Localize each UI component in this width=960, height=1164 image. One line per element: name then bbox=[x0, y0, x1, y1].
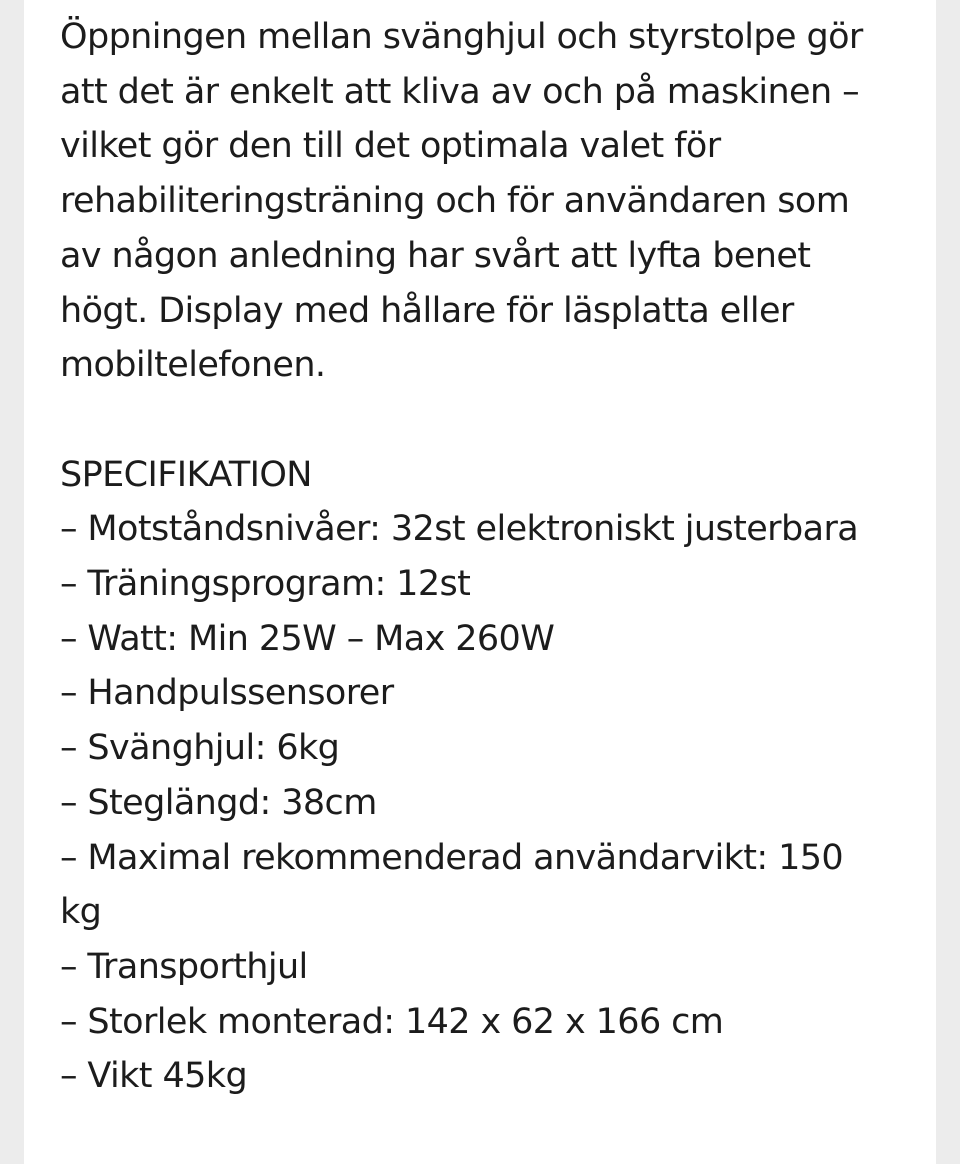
description-line: av någon anledning har svårt att lyfta benet bbox=[60, 235, 811, 276]
description-line: att det är enkelt att kliva av och på maskinen – bbox=[60, 71, 859, 112]
description-line: vilket gör den till det optimala valet för bbox=[60, 126, 721, 167]
description-line: mobiltelefonen. bbox=[60, 345, 326, 386]
spec-item: – Watt: Min 25W – Max 260W bbox=[60, 618, 555, 659]
spec-item: – Träningsprogram: 12st bbox=[60, 564, 471, 605]
specification-heading: SPECIFIKATION bbox=[60, 454, 312, 495]
description-line: högt. Display med hållare för läsplatta eller bbox=[60, 290, 794, 331]
spec-item: – Svänghjul: 6kg bbox=[60, 728, 340, 769]
spec-item: – Transporthjul bbox=[60, 946, 308, 987]
content-panel bbox=[24, 0, 936, 1164]
paragraph-gap bbox=[60, 393, 910, 448]
product-text bbox=[60, 10, 910, 1104]
spec-item: – Motståndsnivåer: 32st elektroniskt justerbara bbox=[60, 509, 859, 550]
spec-item: – Storlek monterad: 142 x 62 x 166 cm bbox=[60, 1001, 724, 1042]
spec-item: – Steglängd: 38cm bbox=[60, 782, 377, 823]
description-line: Öppningen mellan svänghjul och styrstolpe gör bbox=[60, 17, 863, 57]
spec-item: – Handpulssensorer bbox=[60, 673, 394, 714]
spec-item: kg bbox=[60, 892, 102, 933]
spec-item: – Vikt 45kg bbox=[60, 1056, 248, 1097]
spec-item: – Maximal rekommenderad användarvikt: 150 bbox=[60, 837, 844, 878]
description-line: rehabiliteringsträning och för användaren som bbox=[60, 181, 850, 222]
